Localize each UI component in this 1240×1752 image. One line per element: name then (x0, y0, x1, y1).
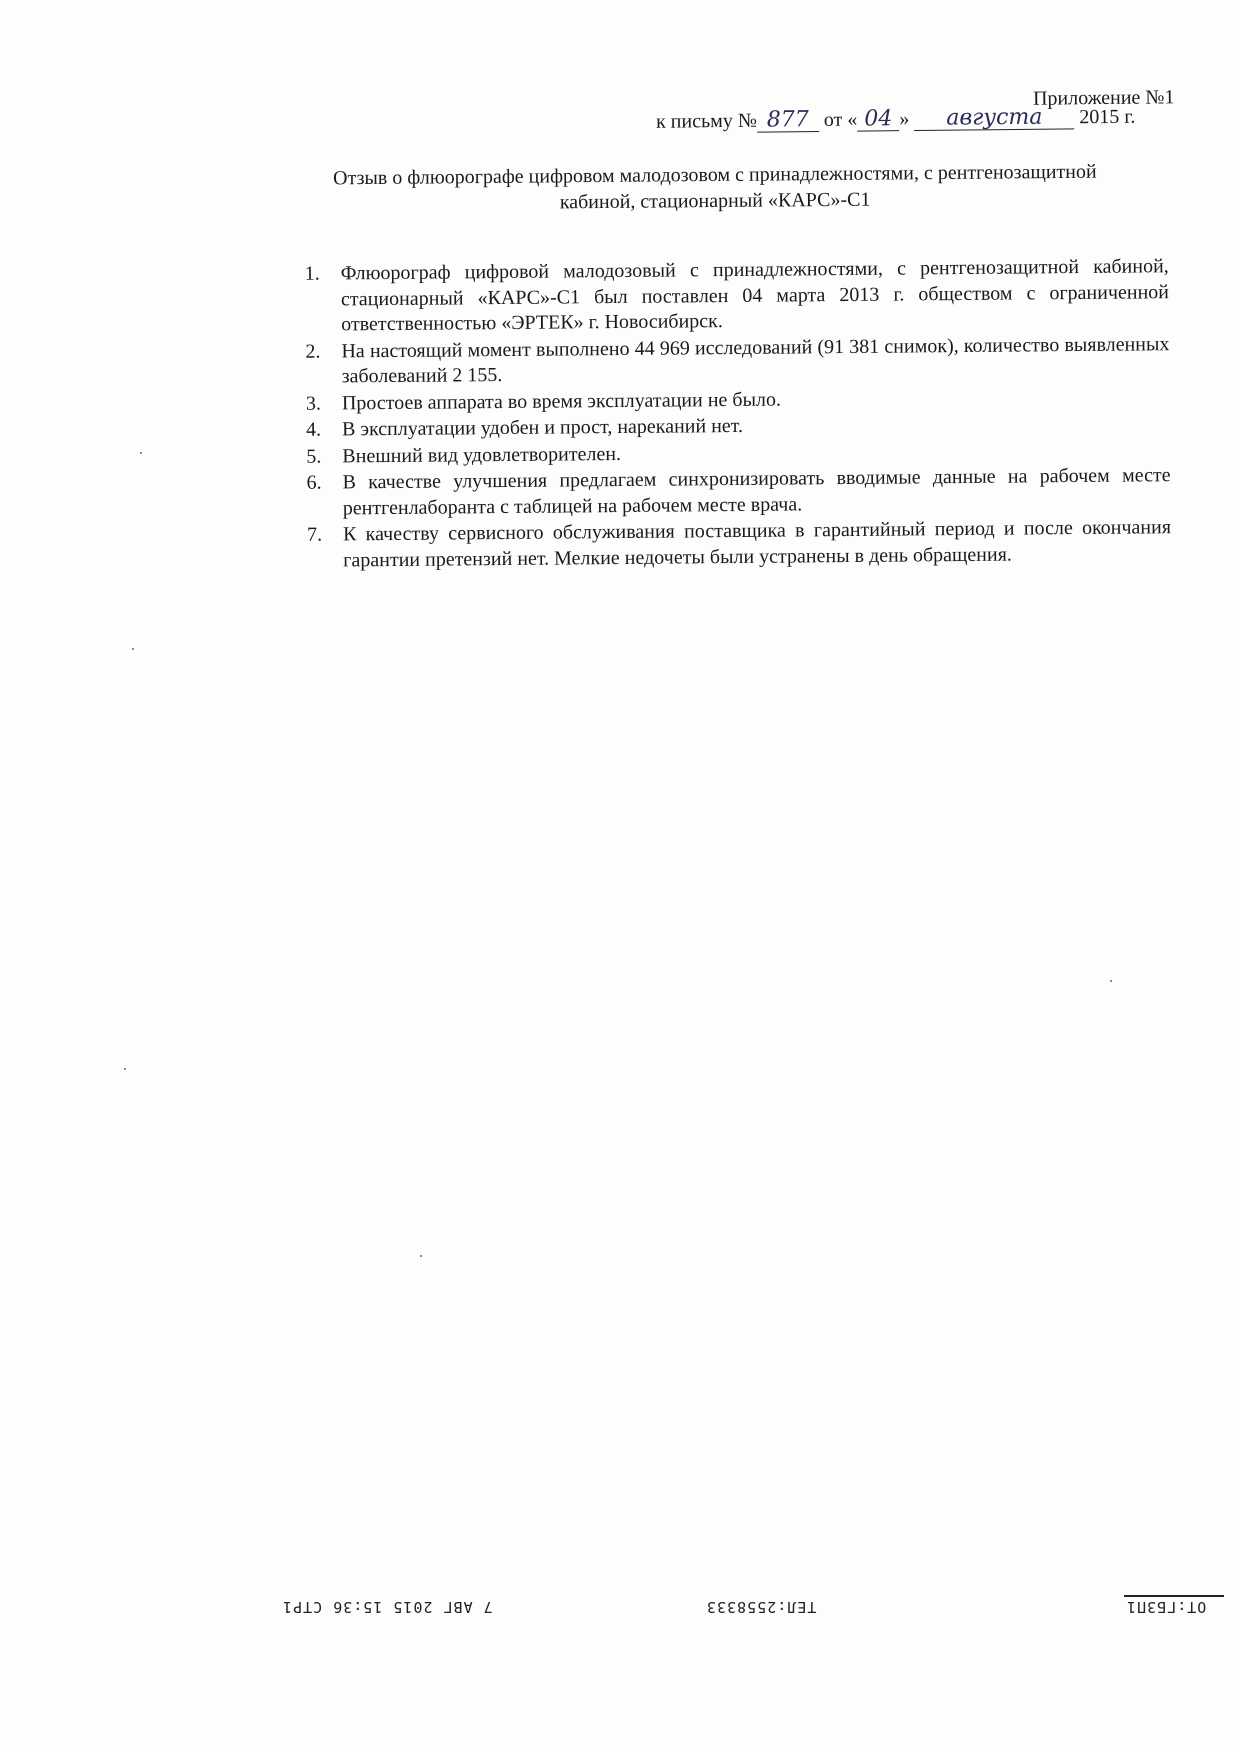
list-item (299, 332, 1169, 391)
appendix-label: Приложение №1 (1032, 86, 1175, 110)
scan-speck (420, 1255, 422, 1257)
document-title (240, 158, 1190, 218)
item-text: На настоящий момент выполнено 44 969 исследований (91 381 снимок), количество выявленных заболеваний 2 155. (341, 332, 1170, 388)
item-number: 4. (306, 418, 322, 441)
fax-phone: ТЕЛ:2558333 (706, 1598, 817, 1616)
list-item (300, 463, 1170, 522)
item-text: Флюорограф цифровой малодозовый с принадлежностями, с рентгенозащитной кабиной, стационарный «КАРС»-С1 был поставлен 04 марта 2013 г. обществом с ограниченной ответственностью «ЭРТЕК» г. Новосибирск. (340, 255, 1170, 336)
day-close: » (899, 108, 910, 131)
item-number: 7. (306, 523, 323, 546)
fax-sender: ОТ:ГБЗП1 (1126, 1598, 1207, 1616)
scan-speck (140, 452, 142, 454)
list-item (299, 254, 1170, 338)
letter-day: 04 (857, 108, 899, 131)
letter-month: августа (914, 106, 1074, 131)
item-text: В эксплуатации удобен и прост, нареканий нет. (342, 414, 744, 441)
item-number: 1. (304, 262, 320, 285)
letter-year: 2015 г. (1079, 105, 1136, 129)
letter-reference (656, 103, 1176, 134)
fax-transmission-line (0, 1598, 1240, 1622)
item-text: Простоев аппарата во время эксплуатации не было. (341, 388, 782, 414)
item-number: 2. (305, 340, 321, 363)
title-line-2: кабиной, стационарный «КАРС»-С1 (559, 188, 871, 214)
scan-speck (132, 648, 134, 650)
fax-date-page: 7 АВГ 2015 15:36 СТР1 (282, 1598, 493, 1616)
title-line-1: Отзыв о флюорографе цифровом малодозовом с принадлежностями, с рентгенозащитной (333, 160, 1097, 190)
letter-number: 877 (757, 109, 819, 133)
item-number: 5. (306, 445, 322, 468)
review-items-list (299, 254, 1172, 575)
item-text: В качестве улучшения предлагаем синхронизировать вводимые данные на рабочем месте рентгенлаборанта с таблицей на рабочем месте врача. (342, 464, 1171, 519)
item-text: К качеству сервисного обслуживания поставщика в гарантийный период и после окончания гарантии претензий нет. Мелкие недочеты были устранены в день обращения. (342, 516, 1172, 571)
fax-header-rule (1124, 1595, 1224, 1597)
scan-speck (124, 1068, 126, 1070)
letter-prefix: к письму № (655, 109, 757, 133)
scan-speck (1110, 980, 1112, 982)
list-item (301, 515, 1171, 574)
item-text: Внешний вид удовлетворителен. (342, 442, 622, 467)
item-number: 3. (305, 392, 321, 415)
item-number: 6. (306, 471, 322, 494)
from-label: от « (823, 108, 858, 131)
